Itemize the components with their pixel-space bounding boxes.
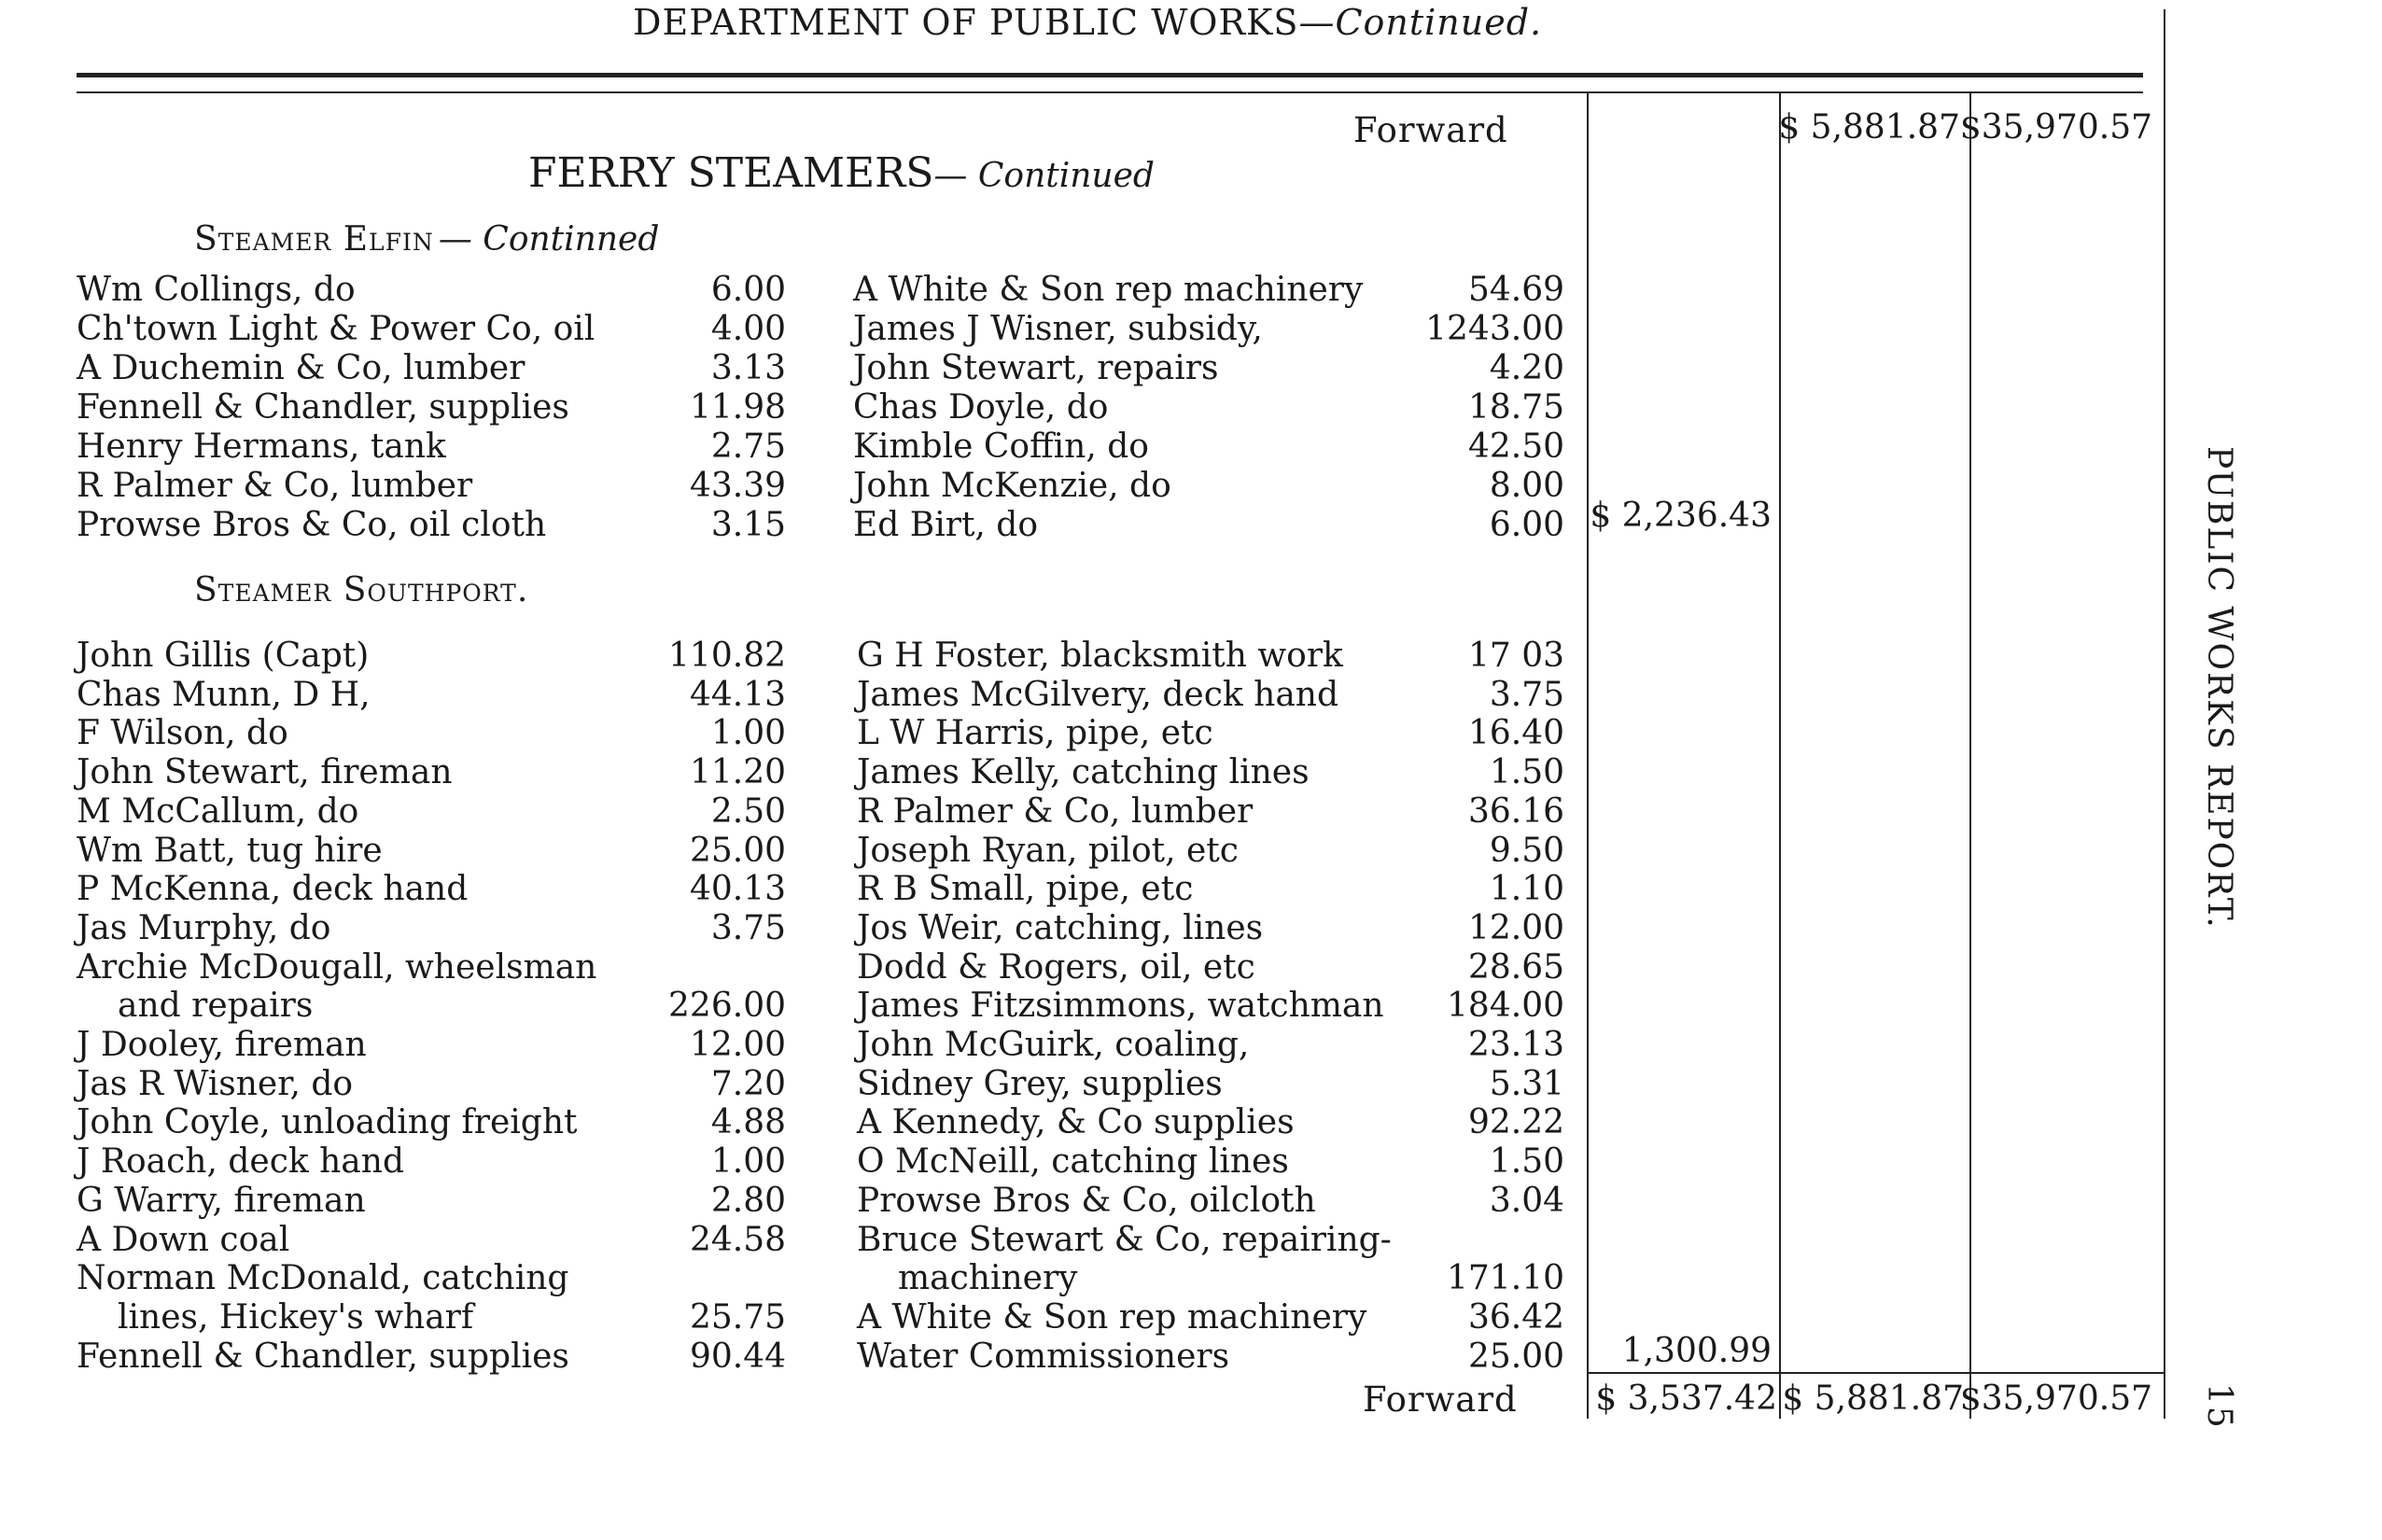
forward-bottom-col3: $35,970.57 [1959,1379,2152,1418]
forward-bottom-col2: $ 5,881.87 [1782,1379,1964,1418]
ledger-entry-amount: 12.00 [1467,908,1564,947]
ledger-entry-amount: 2.75 [710,427,786,466]
ledger-entry-name: Wm Collings, do [77,271,356,309]
ledger-entry-name: Archie McDougall, wheelsman [77,947,597,987]
ledger-entry-name: Fennell & Chandler, supplies [77,388,569,427]
ledger-entry-name: Jas Murphy, do [77,908,331,947]
southport-total: 1,300.99 [1621,1332,1772,1370]
forward-top-col3: $35,970.57 [1959,108,2152,147]
ledger-entry-name: R Palmer & Co, lumber [857,791,1254,831]
ledger-entry-name: John Stewart, fireman [77,753,453,792]
ledger-entry-name: Henry Hermans, tank [77,427,446,466]
column-divider-1 [1587,93,1589,1419]
header-rule-thick [77,73,2143,77]
steamer-southport-heading: Steamer Southport. [194,571,529,609]
page-header [633,2,1542,43]
ledger-entry-name: A Kennedy, & Co supplies [857,1103,1295,1142]
ledger-entry-amount: 3.04 [1489,1181,1564,1220]
ledger-entry-amount: 6.00 [710,271,786,309]
ledger-entry-amount: 12.00 [689,1026,786,1064]
ledger-entry-name: John McKenzie, do [853,467,1171,505]
ledger-entry-amount: 43.39 [689,467,786,505]
ledger-entry-name: Joseph Ryan, pilot, etc [857,831,1239,870]
steamer-elfin-continued: — Continned [438,220,660,259]
section-title-continued: — Continued [933,157,1155,195]
ledger-entry-amount: 23.13 [1467,1026,1564,1064]
ledger-entry-name: James J Wisner, subsidy, [853,310,1263,348]
side-running-title: PUBLIC WORKS REPORT. [2200,446,2238,930]
header-rule-thin [77,91,2143,93]
ledger-entry-amount: 2.50 [710,791,786,831]
ledger-entry-name: Ch'town Light & Power Co, oil [77,310,596,348]
column-divider-4 [2164,9,2165,1419]
ledger-entry-name: John McGuirk, coaling, [857,1026,1250,1064]
page-header-main: DEPARTMENT OF PUBLIC WORKS [633,2,1299,43]
ledger-entry-name: John Coyle, unloading freight [77,1103,578,1142]
ledger-entry-amount: 36.42 [1467,1297,1564,1337]
ledger-entry-name: O McNeill, catching lines [857,1142,1289,1182]
ledger-entry-name: James Kelly, catching lines [857,753,1310,792]
ledger-entry-name: M McCallum, do [77,791,359,831]
ledger-entry-amount: 1.50 [1489,1142,1564,1182]
ledger-entry-amount: 1.50 [1489,753,1564,792]
ledger-entry-name: machinery [898,1259,1078,1298]
ledger-entry-amount: 110.82 [668,637,786,675]
ledger-entry-name: John Gillis (Capt) [77,637,370,675]
ledger-entry-amount: 92.22 [1467,1103,1564,1142]
forward-bottom-label: Forward [1363,1379,1518,1420]
ledger-entry-name: Fennell & Chandler, supplies [77,1337,569,1376]
ledger-entry-name: Jos Weir, catching, lines [857,908,1264,947]
ledger-entry-amount: 226.00 [668,987,786,1026]
ledger-entry-amount: 11.20 [689,753,786,792]
ledger-entry-name: lines, Hickey's wharf [118,1297,474,1337]
ledger-entry-name: P McKenna, deck hand [77,870,469,909]
ledger-entry-name: Sidney Grey, supplies [857,1064,1223,1103]
ledger-entry-amount: 171.10 [1447,1259,1564,1298]
ledger-entry-name: J Dooley, fireman [77,1026,367,1064]
ledger-entry-amount: 4.88 [710,1103,786,1142]
ledger-entry-name: Ed Birt, do [853,506,1039,544]
ledger-entry-amount: 1.10 [1489,870,1564,909]
ledger-entry-name: Jas R Wisner, do [77,1064,354,1103]
ledger-entry-amount: 44.13 [689,675,786,714]
ledger-entry-name: F Wilson, do [77,714,288,753]
page-number: 15 [2200,1383,2238,1430]
ledger-entry-amount: 5.31 [1489,1064,1564,1103]
ledger-entry-amount: 4.20 [1489,349,1564,387]
ledger-entry-amount: 17 03 [1467,637,1564,675]
ledger-entry-name: A Duchemin & Co, lumber [77,349,525,387]
ledger-entry-name: Prowse Bros & Co, oilcloth [857,1181,1316,1220]
ledger-entry-name: R B Small, pipe, etc [857,870,1194,909]
ledger-entry-name: G Warry, fireman [77,1181,366,1220]
ledger-entry-name: Chas Doyle, do [853,388,1109,427]
ledger-entry-amount: 40.13 [689,870,786,909]
ledger-entry-name: A White & Son rep machinery [853,271,1364,309]
ledger-entry-amount: 24.58 [689,1220,786,1259]
ledger-entry-amount: 25.00 [1467,1337,1564,1376]
forward-top-col2: $ 5,881.87 [1778,108,1960,147]
ledger-entry-name: John Stewart, repairs [853,349,1219,387]
ledger-entry-name: A White & Son rep machinery [857,1297,1367,1337]
ledger-entry-name: Norman McDonald, catching [77,1259,569,1298]
ledger-entry-amount: 18.75 [1467,388,1564,427]
ledger-entry-name: L W Harris, pipe, etc [857,714,1213,753]
ledger-entry-amount: 6.00 [1489,506,1564,544]
ledger-entry-name: Kimble Coffin, do [853,427,1149,466]
ledger-entry-name: Chas Munn, D H, [77,675,371,714]
ledger-entry-amount: 11.98 [689,388,786,427]
ledger-entry-amount: 54.69 [1467,271,1564,309]
ledger-entry-name: G H Foster, blacksmith work [857,637,1343,675]
steamer-elfin-title: Steamer Elfin [194,220,434,259]
ledger-entry-amount: 4.00 [710,310,786,348]
ledger-entry-amount: 7.20 [710,1064,786,1103]
forward-top-label: Forward [1353,110,1508,150]
ledger-entry-name: Wm Batt, tug hire [77,831,383,870]
section-title [528,149,1155,197]
ledger-entry-name: Dodd & Rogers, oil, etc [857,947,1255,987]
forward-bottom-col1: $ 3,537.42 [1595,1379,1777,1418]
ledger-entry-amount: 90.44 [689,1337,786,1376]
ledger-entry-name: J Roach, deck hand [77,1142,404,1182]
ledger-entry-amount: 9.50 [1489,831,1564,870]
ledger-entry-name: James Fitzsimmons, watchman [857,987,1384,1026]
ledger-entry-amount: 1243.00 [1425,310,1564,348]
column-divider-2 [1779,93,1781,1419]
ledger-entry-name: Bruce Stewart & Co, repairing- [857,1220,1392,1259]
ledger-entry-amount: 16.40 [1467,714,1564,753]
ledger-entry-amount: 28.65 [1467,947,1564,987]
ledger-entry-amount: 25.00 [689,831,786,870]
totals-underline [1587,1372,2165,1374]
page-header-continued: —Continued. [1298,2,1543,43]
ledger-entry-amount: 3.13 [710,349,786,387]
ledger-entry-amount: 42.50 [1467,427,1564,466]
ledger-entry-name: A Down coal [77,1220,290,1259]
ledger-entry-name: Water Commissioners [857,1337,1230,1376]
ledger-entry-name: Prowse Bros & Co, oil cloth [77,506,547,544]
ledger-entry-amount: 184.00 [1447,987,1564,1026]
steamer-elfin-heading [194,220,659,259]
ledger-entry-amount: 1.00 [710,714,786,753]
ledger-entry-name: James McGilvery, deck hand [857,675,1339,714]
ledger-entry-amount: 3.15 [710,506,786,544]
ledger-entry-amount: 2.80 [710,1181,786,1220]
ledger-entry-amount: 3.75 [1489,675,1564,714]
ledger-entry-name: and repairs [118,987,314,1026]
ledger-entry-amount: 8.00 [1489,467,1564,505]
ledger-entry-amount: 25.75 [689,1297,786,1337]
ledger-entry-name: R Palmer & Co, lumber [77,467,473,505]
ledger-entry-amount: 1.00 [710,1142,786,1182]
ledger-entry-amount: 36.16 [1467,791,1564,831]
ledger-entry-amount: 3.75 [710,908,786,947]
elfin-total: $ 2,236.43 [1590,497,1772,535]
column-divider-3 [1969,93,1971,1419]
section-title-main: FERRY STEAMERS [528,149,934,197]
